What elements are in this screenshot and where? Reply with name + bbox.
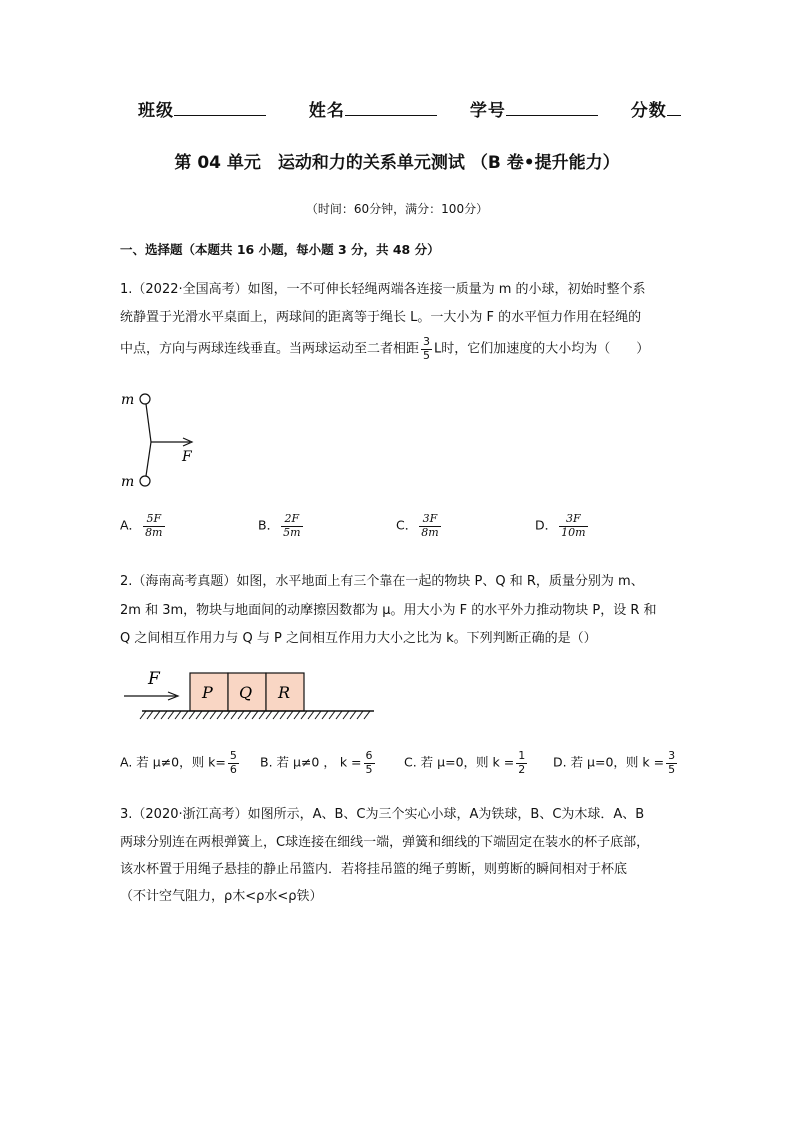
hatch-mark: [217, 711, 223, 719]
option-label: D．: [535, 517, 558, 533]
option-num: 3F: [559, 513, 587, 527]
q1-fraction: [421, 336, 432, 362]
q2-option-d[interactable]: [553, 750, 679, 776]
option-num: 3F: [419, 513, 440, 527]
q1-force-label: F: [182, 449, 192, 465]
student-id-label: 学号: [469, 101, 506, 121]
option-prefix: D. 若 μ=0，则 k =: [553, 754, 665, 770]
hatch-mark: [210, 711, 216, 719]
option-fraction: [364, 750, 375, 776]
name-label: 姓名: [308, 101, 345, 121]
option-fraction: [516, 750, 527, 776]
hatch-mark: [294, 711, 300, 719]
q1-option-d[interactable]: [535, 513, 590, 539]
hatch-mark: [350, 711, 356, 719]
hatch-mark: [161, 711, 167, 719]
option-prefix: B. 若 μ≠0 ， k =: [260, 754, 362, 770]
q2-option-b[interactable]: [260, 750, 377, 776]
option-num: 3: [668, 749, 676, 762]
option-num: 5F: [143, 513, 164, 527]
option-den: 5: [365, 762, 373, 776]
hatch-mark: [238, 711, 244, 719]
name-field[interactable]: [309, 96, 437, 121]
option-label: A．: [120, 517, 142, 533]
class-label: 班级: [138, 101, 174, 121]
option-den: 8m: [421, 525, 439, 539]
q1-option-c[interactable]: [396, 513, 443, 539]
q1-line3: [120, 336, 649, 362]
hatch-mark: [273, 711, 279, 719]
exam-subtitle: （时间：60分钟，满分：100分）: [305, 202, 489, 216]
hatch-mark: [147, 711, 153, 719]
q2-line1: 2.（海南高考真题）如图，水平地面上有三个靠在一起的物块 P、Q 和 R，质量分别为 m、: [120, 574, 644, 589]
hatch-mark: [154, 711, 160, 719]
hatch-mark: [287, 711, 293, 719]
option-den: 5: [668, 762, 676, 776]
hatch-mark: [364, 711, 370, 719]
section-heading: 一、选择题（本题共 16 小题，每小题 3 分，共 48 分）: [120, 242, 440, 257]
option-label: C．: [396, 517, 418, 533]
hatch-mark: [189, 711, 195, 719]
option-fraction: [666, 750, 677, 776]
q1-option-b[interactable]: [258, 513, 305, 539]
q1-line2: 统静置于光滑水平桌面上，两球间的距离等于绳长 L。一大小为 F 的水平恒力作用在轻绳的: [120, 310, 642, 325]
q1-rope-upper: [146, 404, 151, 442]
hatch-mark: [357, 711, 363, 719]
option-den: 5m: [283, 525, 301, 539]
q3-line4: （不计空气阻力，ρ木<ρ水<ρ铁）: [120, 889, 323, 904]
student-info-header: [138, 96, 681, 121]
q2-figure: [118, 664, 380, 724]
option-den: 2: [518, 762, 526, 776]
student-id-field[interactable]: [470, 96, 598, 121]
q2-option-a[interactable]: [120, 750, 241, 776]
q3-line1: 3.（2020·浙江高考）如图所示，A、B、C为三个实心小球，A为铁球，B、C为木球．A、B: [120, 807, 645, 822]
q1-ball-top: [140, 394, 150, 404]
score-label: 分数: [630, 101, 667, 121]
hatch-mark: [196, 711, 202, 719]
q1-line3-start: 中点，方向与两球连线垂直。当两球运动至二者相距: [120, 341, 420, 357]
q1-figure: [112, 388, 212, 492]
q1-line1: 1.（2022·全国高考）如图，一不可伸长轻绳两端各连接一质量为 m 的小球，初始时整个系: [120, 282, 646, 297]
option-fraction: [559, 513, 587, 539]
option-label: B．: [258, 517, 280, 533]
option-fraction: [143, 513, 164, 539]
hatch-mark: [252, 711, 258, 719]
q1-mass-top: m: [121, 392, 135, 408]
ground-hatching: [140, 711, 370, 719]
q2-option-c[interactable]: [404, 750, 529, 776]
score-field[interactable]: [631, 96, 681, 121]
q3-line2: 两球分别连在两根弹簧上，C球连接在细线一端，弹簧和细线的下端固定在装水的杯子底部，: [120, 835, 650, 850]
q1-frac-den: 5: [423, 348, 431, 362]
q2-line2: 2m 和 3m，物块与地面间的动摩擦因数都为 μ。用大小为 F 的水平外力推动物块 P，设 R 和: [120, 603, 657, 618]
hatch-mark: [266, 711, 272, 719]
option-den: 10m: [561, 525, 586, 539]
option-num: 2F: [281, 513, 302, 527]
q1-ball-bottom: [140, 476, 150, 486]
hatch-mark: [245, 711, 251, 719]
hatch-mark: [329, 711, 335, 719]
hatch-mark: [301, 711, 307, 719]
class-blank[interactable]: [174, 99, 266, 116]
option-prefix: A. 若 μ≠0，则 k=: [120, 754, 226, 770]
class-field[interactable]: [138, 96, 266, 121]
name-blank[interactable]: [345, 99, 437, 116]
hatch-mark: [322, 711, 328, 719]
q2-line3: Q 之间相互作用力与 Q 与 P 之间相互作用力大小之比为 k。下列判断正确的是（）: [120, 631, 597, 646]
option-num: 5: [229, 749, 237, 762]
hatch-mark: [140, 711, 146, 719]
q1-frac-num: 3: [423, 335, 431, 348]
option-den: 8m: [145, 525, 163, 539]
hatch-mark: [224, 711, 230, 719]
q1-option-a[interactable]: [120, 513, 167, 539]
q3-line3: 该水杯置于用绳子悬挂的静止吊篮内．若将挂吊篮的绳子剪断，则剪断的瞬间相对于杯底: [120, 862, 628, 877]
option-fraction: [228, 750, 239, 776]
hatch-mark: [343, 711, 349, 719]
hatch-mark: [231, 711, 237, 719]
option-num: 6: [365, 749, 373, 762]
hatch-mark: [175, 711, 181, 719]
score-blank[interactable]: [667, 99, 681, 116]
option-fraction: [419, 513, 440, 539]
option-fraction: [281, 513, 302, 539]
hatch-mark: [168, 711, 174, 719]
block-q-label: Q: [239, 683, 253, 702]
block-r-label: R: [278, 683, 291, 702]
option-num: 1: [518, 749, 526, 762]
page-title: 第 04 单元 运动和力的关系单元测试 （B 卷•提升能力）: [174, 153, 620, 173]
hatch-mark: [315, 711, 321, 719]
hatch-mark: [203, 711, 209, 719]
hatch-mark: [308, 711, 314, 719]
hatch-mark: [182, 711, 188, 719]
option-prefix: C. 若 μ=0，则 k =: [404, 754, 515, 770]
hatch-mark: [336, 711, 342, 719]
q1-line3-end: L时，它们加速度的大小均为（ ）: [434, 341, 650, 357]
q1-mass-bottom: m: [121, 474, 135, 490]
option-den: 6: [229, 762, 237, 776]
q1-rope-lower: [146, 442, 151, 476]
hatch-mark: [280, 711, 286, 719]
student-id-blank[interactable]: [506, 99, 598, 116]
q2-force-label: F: [148, 669, 160, 689]
hatch-mark: [259, 711, 265, 719]
block-p-label: P: [202, 683, 213, 702]
